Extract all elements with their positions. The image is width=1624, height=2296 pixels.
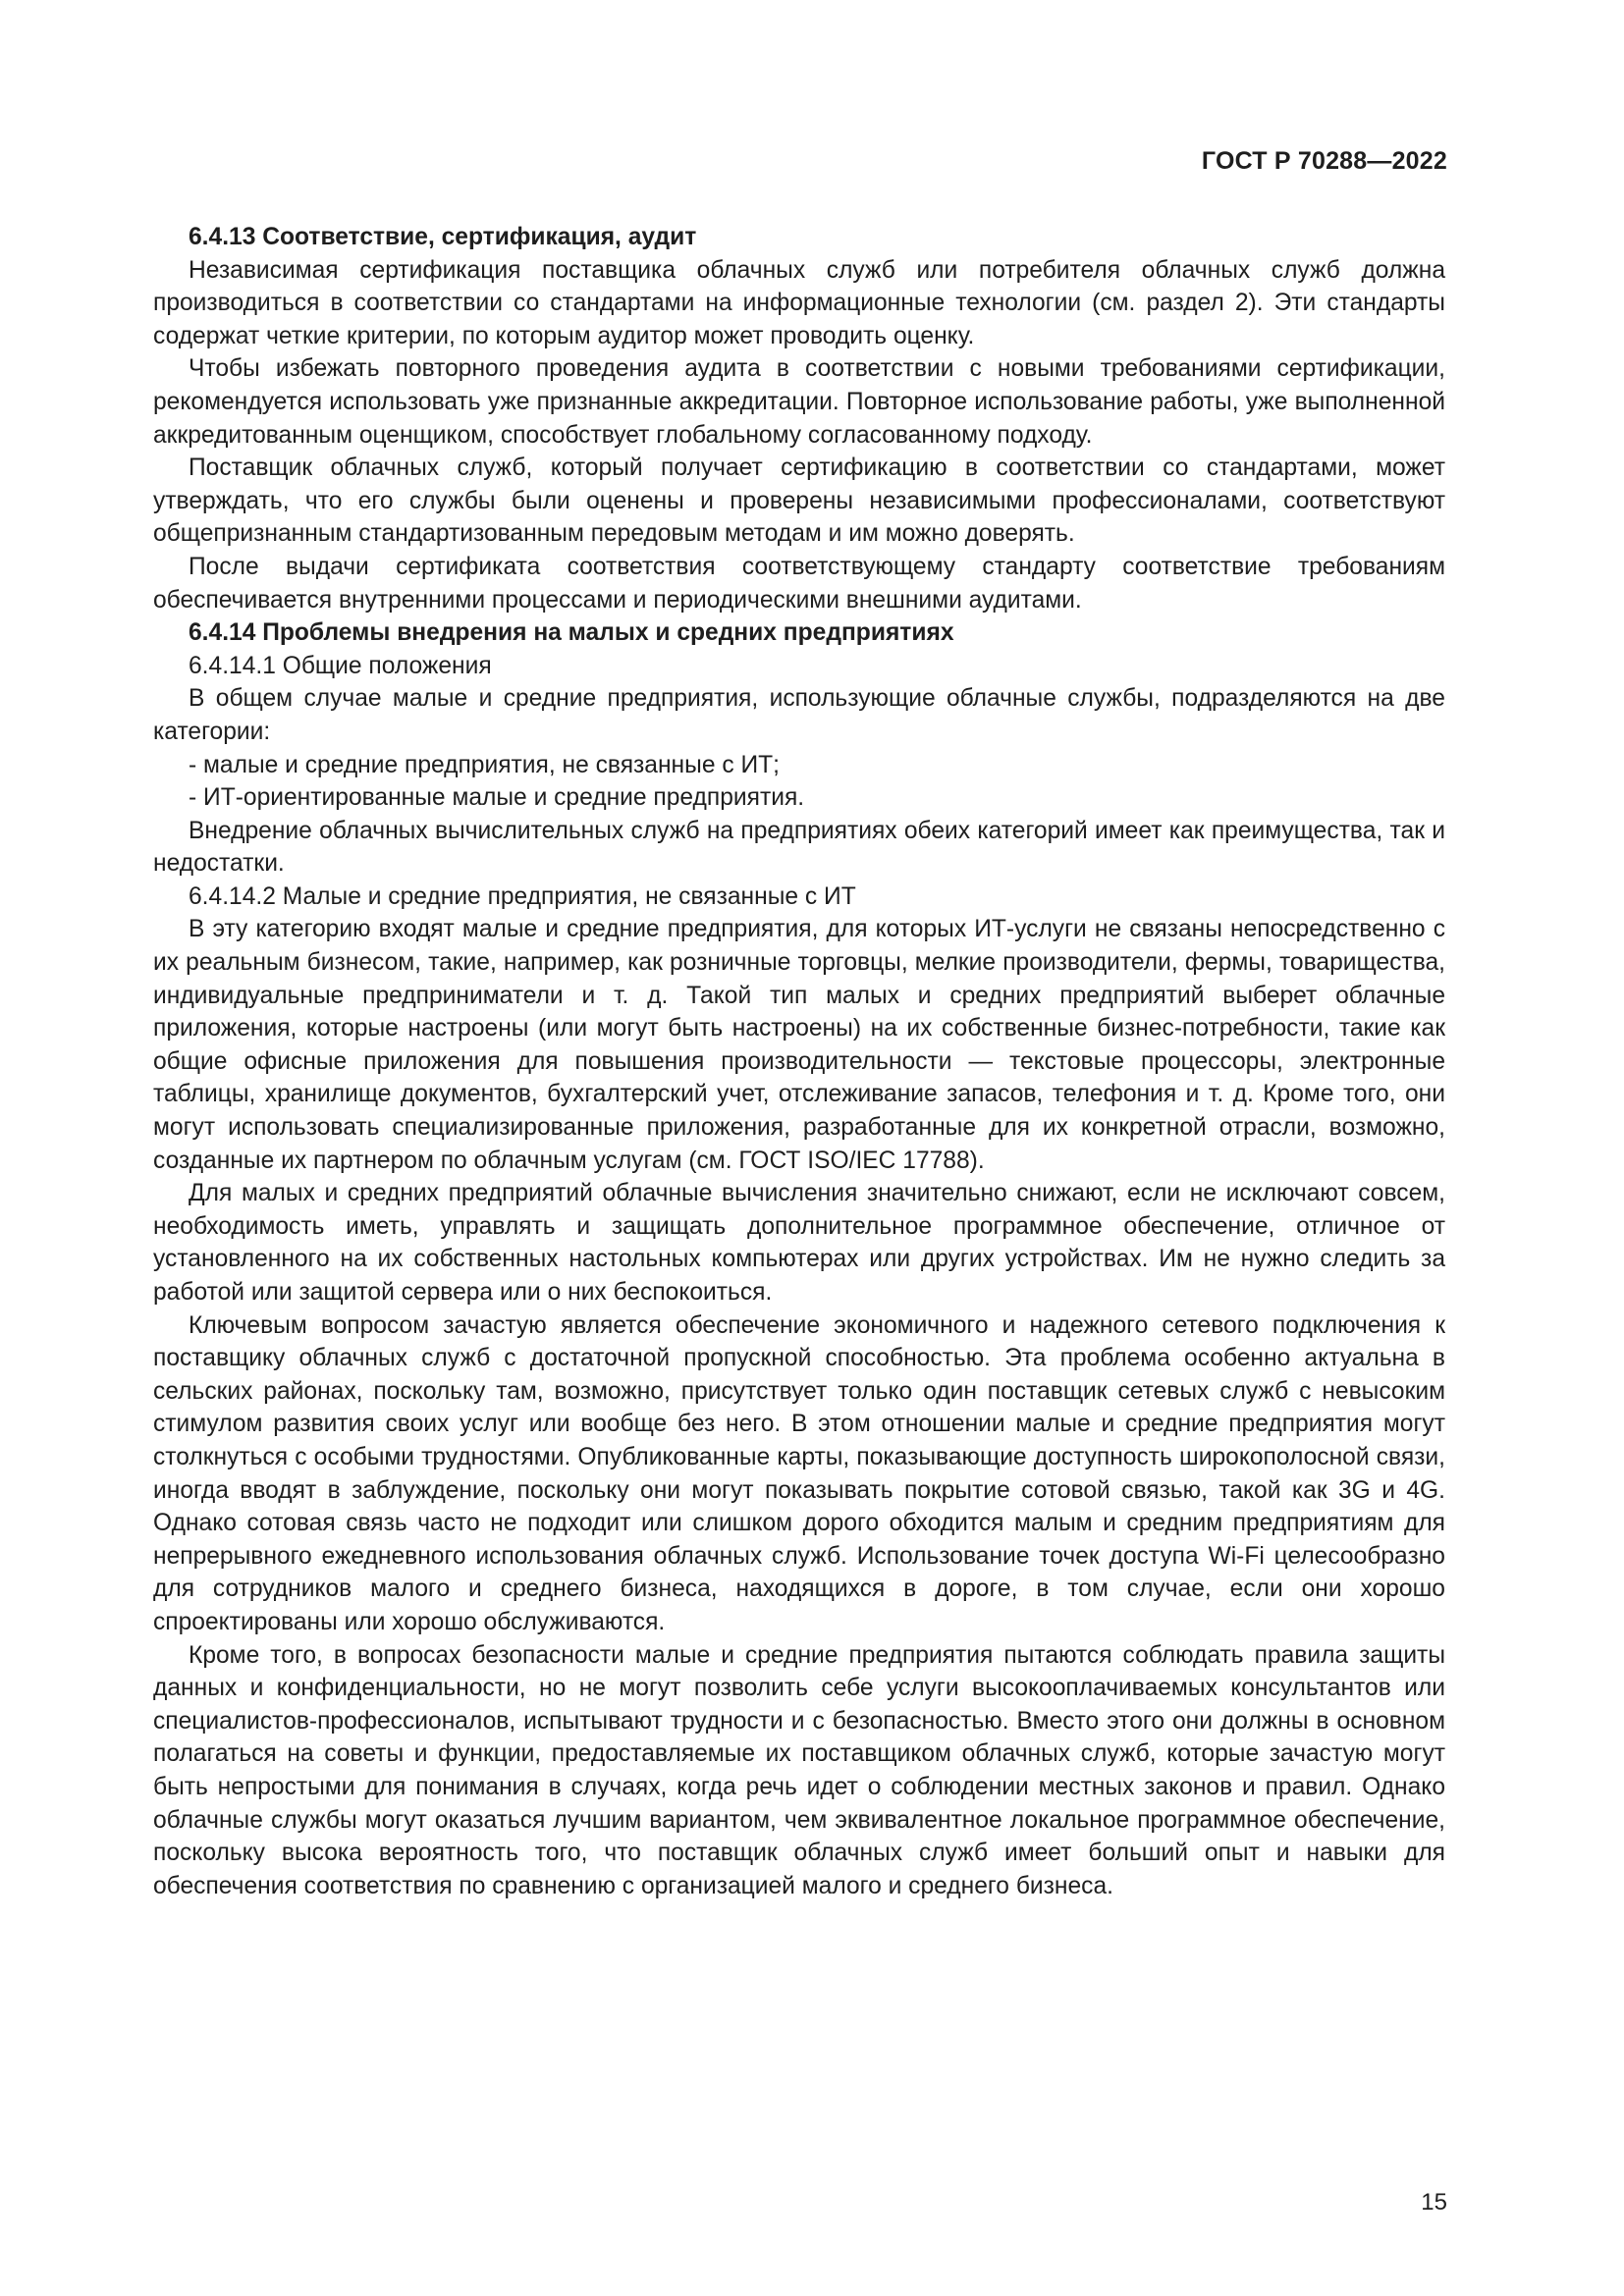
paragraph: Чтобы избежать повторного проведения аудита в соответствии с новыми требованиями сертификации, рекомендуется использовать уже признанные аккредитации. Повторное использование работы, уже выполненной аккредитованным оценщиком, способствует глобальному согласованному подходу. bbox=[153, 355, 1445, 449]
page-number: 15 bbox=[1421, 2189, 1447, 2216]
paragraph: Внедрение облачных вычислительных служб на предприятиях обеих категорий имеет как преимущества, так и недостатки. bbox=[153, 817, 1445, 878]
document-body bbox=[153, 221, 1445, 1902]
paragraph: В общем случае малые и средние предприятия, использующие облачные службы, подразделяются на две категории: bbox=[153, 685, 1445, 745]
paragraph: После выдачи сертификата соответствия соответствующему стандарту соответствие требованиям обеспечивается внутренними процессами и периодическими внешними аудитами. bbox=[153, 553, 1445, 614]
list-item: - ИТ-ориентированные малые и средние предприятия. bbox=[189, 784, 805, 812]
paragraph: Для малых и средних предприятий облачные вычисления значительно снижают, если не исключают совсем, необходимость иметь, управлять и защищать дополнительное программное обеспечение, отличное от установленного на их собственных настольных компьютерах или других устройствах. Им не нужно следить за работой или защитой сервера или о них беспокоиться. bbox=[153, 1180, 1445, 1306]
paragraph: Поставщик облачных служб, который получает сертификацию в соответствии со стандартами, может утверждать, что его службы были оценены и проверены независимыми профессионалами, соответствуют общепризнанным стандартизованным передовым методам и им можно доверять. bbox=[153, 454, 1445, 548]
standard-code-header: ГОСТ Р 70288—2022 bbox=[1201, 147, 1447, 175]
subsection-heading-6-4-14-1: 6.4.14.1 Общие положения bbox=[189, 652, 492, 679]
paragraph: В эту категорию входят малые и средние предприятия, для которых ИТ-услуги не связаны непосредственно с их реальным бизнесом, такие, например, как розничные торговцы, мелкие производители, фермы, товарищества, индивидуальные предприниматели и т. д. Такой тип малых и средних предприятий выберет облачные приложения, которые настроены (или могут быть настроены) на их собственные бизнес-потребности, такие как общие офисные приложения для повышения производительности — текстовые процессоры, электронные таблицы, хранилище документов, бухгалтерский учет, отслеживание запасов, телефония и т. д. Кроме того, они могут использовать специализированные приложения, разработанные для их конкретной отрасли, возможно, созданные их партнером по облачным услугам (см. ГОСТ ISO/IEC 17788). bbox=[153, 916, 1445, 1174]
subsection-heading-6-4-14-2: 6.4.14.2 Малые и средние предприятия, не связанные с ИТ bbox=[189, 882, 856, 910]
section-heading-6-4-13: 6.4.13 Соответствие, сертификация, аудит bbox=[189, 224, 697, 250]
paragraph: Ключевым вопросом зачастую является обеспечение экономичного и надежного сетевого подключения к поставщику облачных служб с достаточной пропускной способностью. Эта проблема особенно актуальна в сельских районах, поскольку там, возможно, присутствует только один поставщик сетевых служб с невысоким стимулом развития своих услуг или вообще без него. В этом отношении малые и средние предприятия могут столкнуться с особыми трудностями. Опубликованные карты, показывающие доступность широкополосной связи, иногда вводят в заблуждение, поскольку они могут показывать покрытие сотовой связью, такой как 3G и 4G. Однако сотовая связь часто не подходит или слишком дорого обходится малым и средним предприятиям для непрерывного ежедневного использования облачных служб. Использование точек доступа Wi-Fi целесообразно для сотрудников малого и среднего бизнеса, находящихся в дороге, в том случае, если они хорошо спроектированы или хорошо обслуживаются. bbox=[153, 1311, 1445, 1635]
section-heading-6-4-14: 6.4.14 Проблемы внедрения на малых и средних предприятиях bbox=[189, 619, 954, 647]
paragraph: Кроме того, в вопросах безопасности малые и средние предприятия пытаются соблюдать правила защиты данных и конфиденциальности, но не могут позволить себе услуги высокооплачиваемых консультантов или специалистов-профессионалов, испытывают трудности и с безопасностью. Вместо этого они должны в основном полагаться на советы и функции, предоставляемые их поставщиком облачных служб, которые зачастую могут быть непростыми для понимания в случаях, когда речь идет о соблюдении местных законов и правил. Однако облачные службы могут оказаться лучшим вариантом, чем эквивалентное локальное программное обеспечение, поскольку высока вероятность того, что поставщик облачных служб имеет больший опыт и навыки для обеспечения соответствия по сравнению с организацией малого и среднего бизнеса. bbox=[153, 1641, 1445, 1899]
list-item: - малые и средние предприятия, не связанные с ИТ; bbox=[189, 751, 780, 778]
paragraph: Независимая сертификация поставщика облачных служб или потребителя облачных служб должна производиться в соответствии со стандартами на информационные технологии (см. раздел 2). Эти стандарты содержат четкие критерии, по которым аудитор может проводить оценку. bbox=[153, 256, 1445, 349]
